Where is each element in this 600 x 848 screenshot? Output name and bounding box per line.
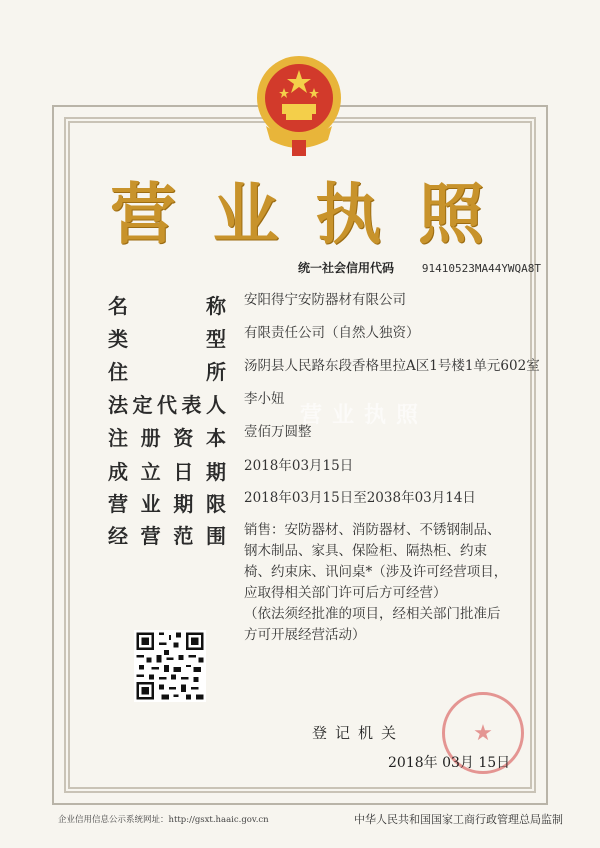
label-char: 营 (140, 524, 161, 548)
field-label (108, 356, 226, 385)
qr-code-icon[interactable] (134, 630, 206, 702)
national-emblem-icon (254, 48, 344, 160)
scope-line: （依法须经批准的项目，经相关部门批准后 (244, 606, 501, 622)
title-char: 营 (110, 174, 182, 253)
field-label (108, 520, 226, 549)
title-char: 照 (417, 174, 490, 253)
seal-star-icon: ★ (473, 720, 493, 746)
label-char: 人 (206, 393, 226, 417)
title-char: 执 (315, 174, 388, 253)
field-row-name (108, 290, 548, 319)
label-char: 称 (206, 294, 226, 318)
label-char: 围 (205, 524, 226, 548)
scope-line: 应取得相关部门许可后方可经营） (244, 585, 447, 601)
field-row-type (108, 323, 548, 352)
label-char: 注 (108, 426, 128, 450)
credit-code-label: 统一社会信用代码 (298, 261, 395, 275)
watermark-text: 营业执照 (300, 402, 429, 428)
label-char: 立 (140, 460, 161, 484)
unified-credit-code (298, 258, 541, 279)
field-value: 有限责任公司（自然人独资） (244, 325, 420, 341)
label-char: 期 (173, 492, 194, 516)
field-label (108, 456, 226, 485)
field-label (108, 488, 226, 517)
label-char: 范 (173, 524, 194, 548)
field-row-address (108, 356, 548, 385)
label-char: 资 (173, 426, 194, 450)
field-row-capital (108, 422, 548, 451)
footer-website: 企业信用信息公示系统网址：http://gsxt.haaic.gov.cn (58, 815, 269, 825)
label-char: 期 (205, 460, 226, 484)
field-value: 安阳得宁安防器材有限公司 (244, 292, 406, 308)
label-char: 营 (108, 492, 128, 516)
issue-date: 2018年 03月 15日 (388, 755, 511, 771)
registration-authority-label: 登记机关 (312, 724, 405, 742)
field-value: 壹佰万圆整 (244, 424, 312, 440)
label-char: 类 (108, 327, 128, 351)
field-row-scope (108, 520, 548, 646)
business-scope-text (244, 520, 534, 646)
label-char: 代 (157, 393, 177, 417)
scope-line: 方可开展经营活动） (244, 627, 366, 643)
field-value: 李小妞 (244, 391, 285, 407)
label-char: 法 (108, 393, 128, 417)
field-value: 2018年03月15日至2038年03月14日 (244, 490, 476, 506)
field-label (108, 389, 226, 418)
footer-issuer: 中华人民共和国国家工商行政管理总局监制 (354, 813, 563, 826)
field-label (108, 323, 226, 352)
label-char: 型 (206, 327, 226, 351)
label-char: 本 (205, 426, 226, 450)
document-title (110, 168, 490, 253)
label-char: 日 (173, 460, 194, 484)
label-char: 所 (206, 360, 226, 384)
label-char: 定 (132, 393, 153, 417)
scope-line: 钢木制品、家具、保险柜、隔热柜、约束 (244, 543, 487, 559)
label-char: 住 (108, 360, 128, 384)
label-char: 经 (108, 524, 128, 548)
field-value: 汤阴县人民路东段香格里拉A区1号楼1单元602室 (244, 358, 540, 374)
field-row-term (108, 488, 548, 517)
label-char: 册 (140, 426, 161, 450)
field-label (108, 290, 226, 319)
scope-line: 销售：安防器材、消防器材、不锈钢制品、 (244, 522, 501, 538)
field-row-established (108, 456, 548, 485)
field-value: 2018年03月15日 (244, 458, 354, 474)
label-char: 限 (205, 492, 226, 516)
label-char: 名 (108, 294, 128, 318)
label-char: 业 (140, 492, 161, 516)
credit-code-value: 91410523MA44YWQA8T (421, 262, 542, 275)
label-char: 表 (181, 393, 202, 417)
title-char: 业 (212, 174, 285, 253)
label-char: 成 (108, 460, 128, 484)
scope-line: 椅、约束床、讯问桌*（涉及许可经营项目， (244, 564, 508, 580)
field-label (108, 422, 226, 451)
